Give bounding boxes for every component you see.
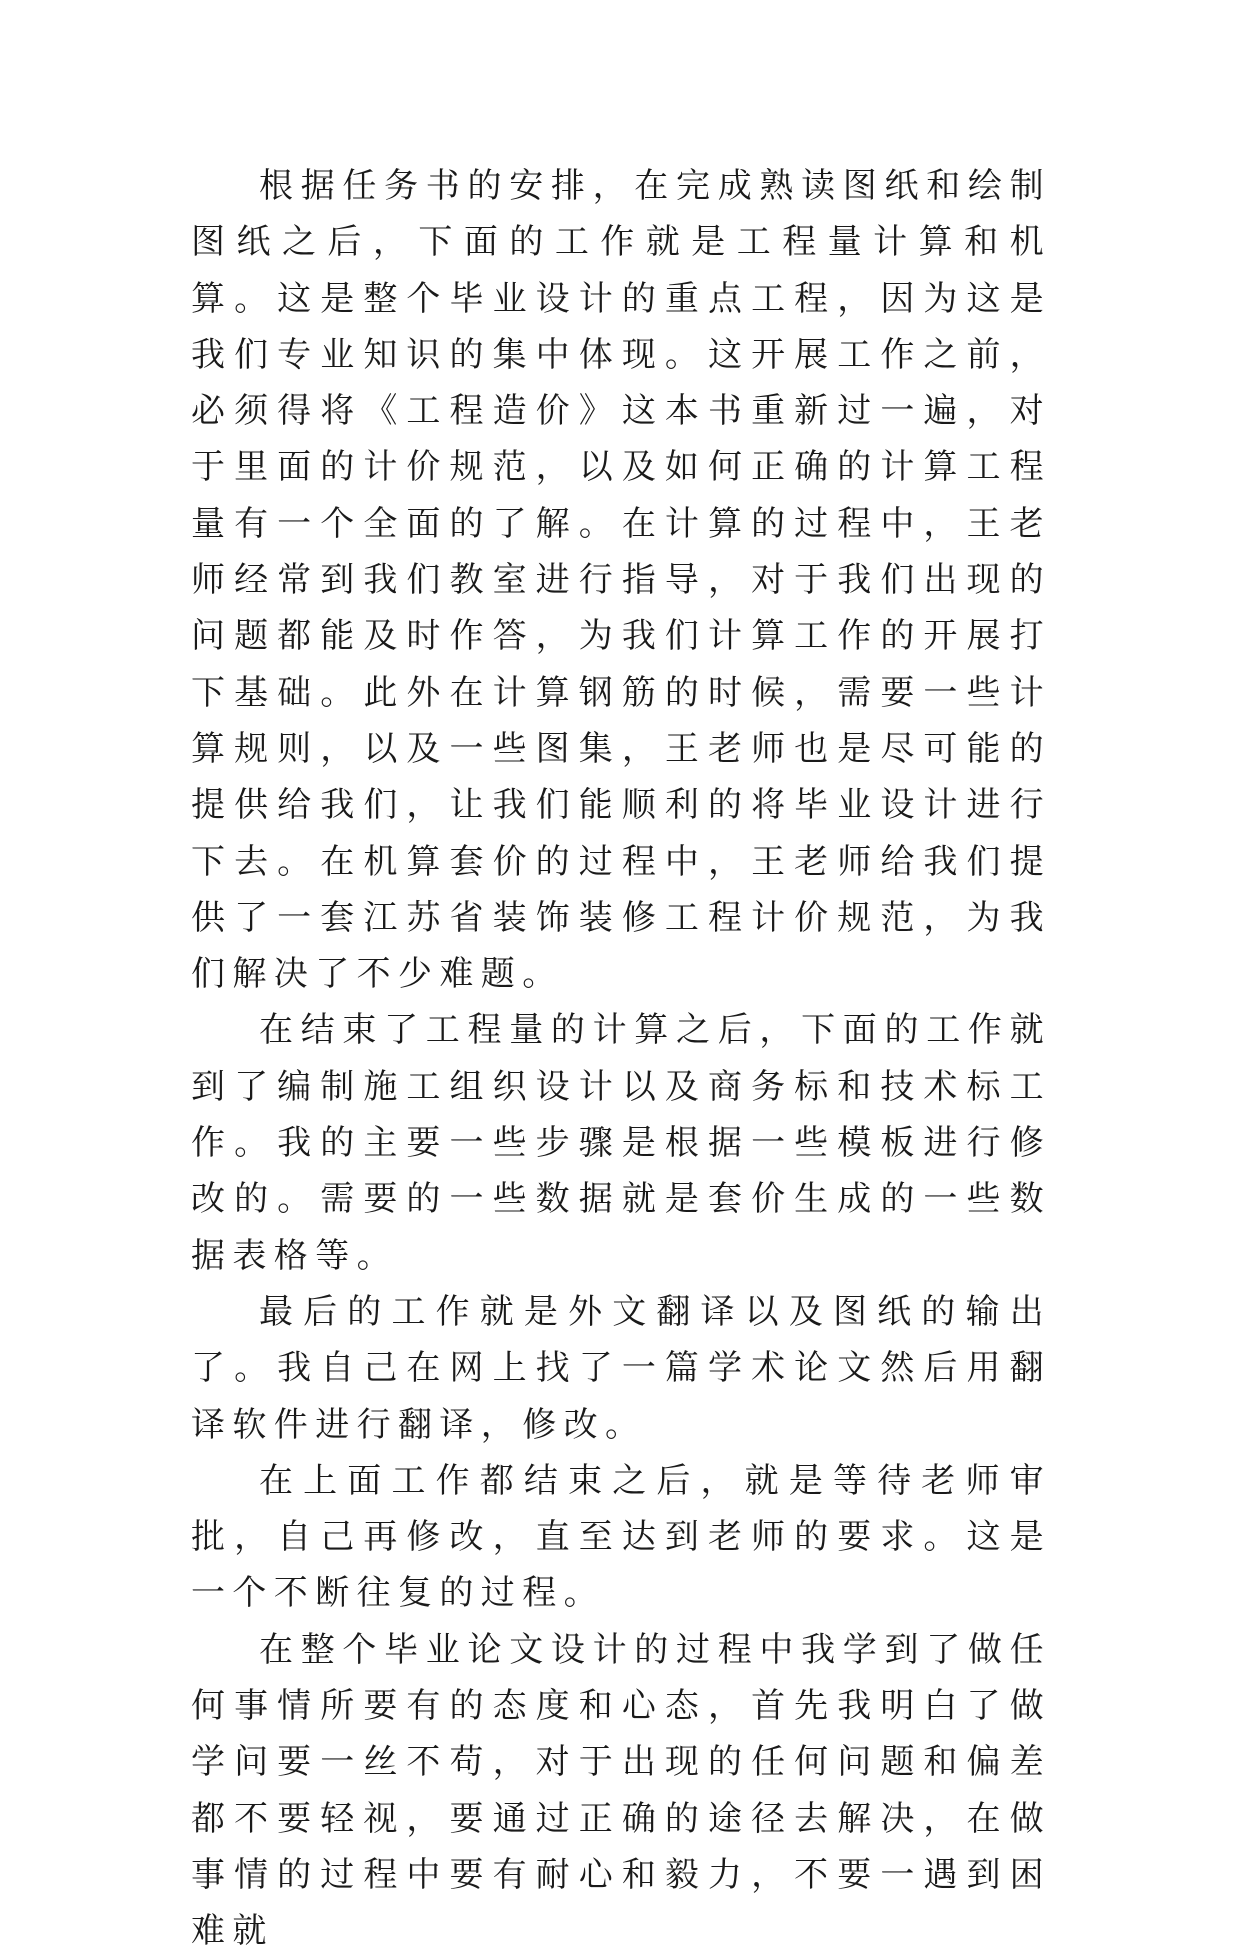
paragraph-work-plan: 根据任务书的安排，在完成熟读图纸和绘制图纸之后，下面的工作就是工程量计算和机算。这是整个毕业设计的重点工程，因为这是我们专业知识的集中体现。这开展工作之前，必须得将《工程造价》这本书重新过一遍，对于里面的计价规范，以及如何正确的计算工程量有一个全面的了解。在计算的过程中，王老师经常到我们教室进行指导，对于我们出现的问题都能及时作答，为我们计算工作的开展打下基础。此外在计算钢筋的时候，需要一些计算规则，以及一些图集，王老师也是尽可能的提供给我们，让我们能顺利的将毕业设计进行下去。在机算套价的过程中，王老师给我们提供了一套江苏省装饰装修工程计价规范，为我们解决了不少难题。 (191, 166, 1051, 995)
document-body (191, 158, 1051, 1960)
paragraph-construction-design: 在结束了工程量的计算之后，下面的工作就到了编制施工组织设计以及商务标和技术标工作。我的主要一些步骤是根据一些模板进行修改的。需要的一些数据就是套价生成的一些数据表格等。 (191, 1010, 1051, 1276)
paragraph-reflection: 在整个毕业论文设计的过程中我学到了做任何事情所要有的态度和心态，首先我明白了做学问要一丝不苟，对于出现的任何问题和偏差都不要轻视，要通过正确的途径去解决，在做事情的过程中要有耐心和毅力，不要一遇到困难就 (191, 1629, 1051, 1952)
paragraph-review: 在上面工作都结束之后，就是等待老师审批，自己再修改，直至达到老师的要求。这是一个不断往复的过程。 (191, 1460, 1051, 1614)
paragraph-translation: 最后的工作就是外文翻译以及图纸的输出了。我自己在网上找了一篇学术论文然后用翻译软件进行翻译，修改。 (191, 1291, 1051, 1445)
